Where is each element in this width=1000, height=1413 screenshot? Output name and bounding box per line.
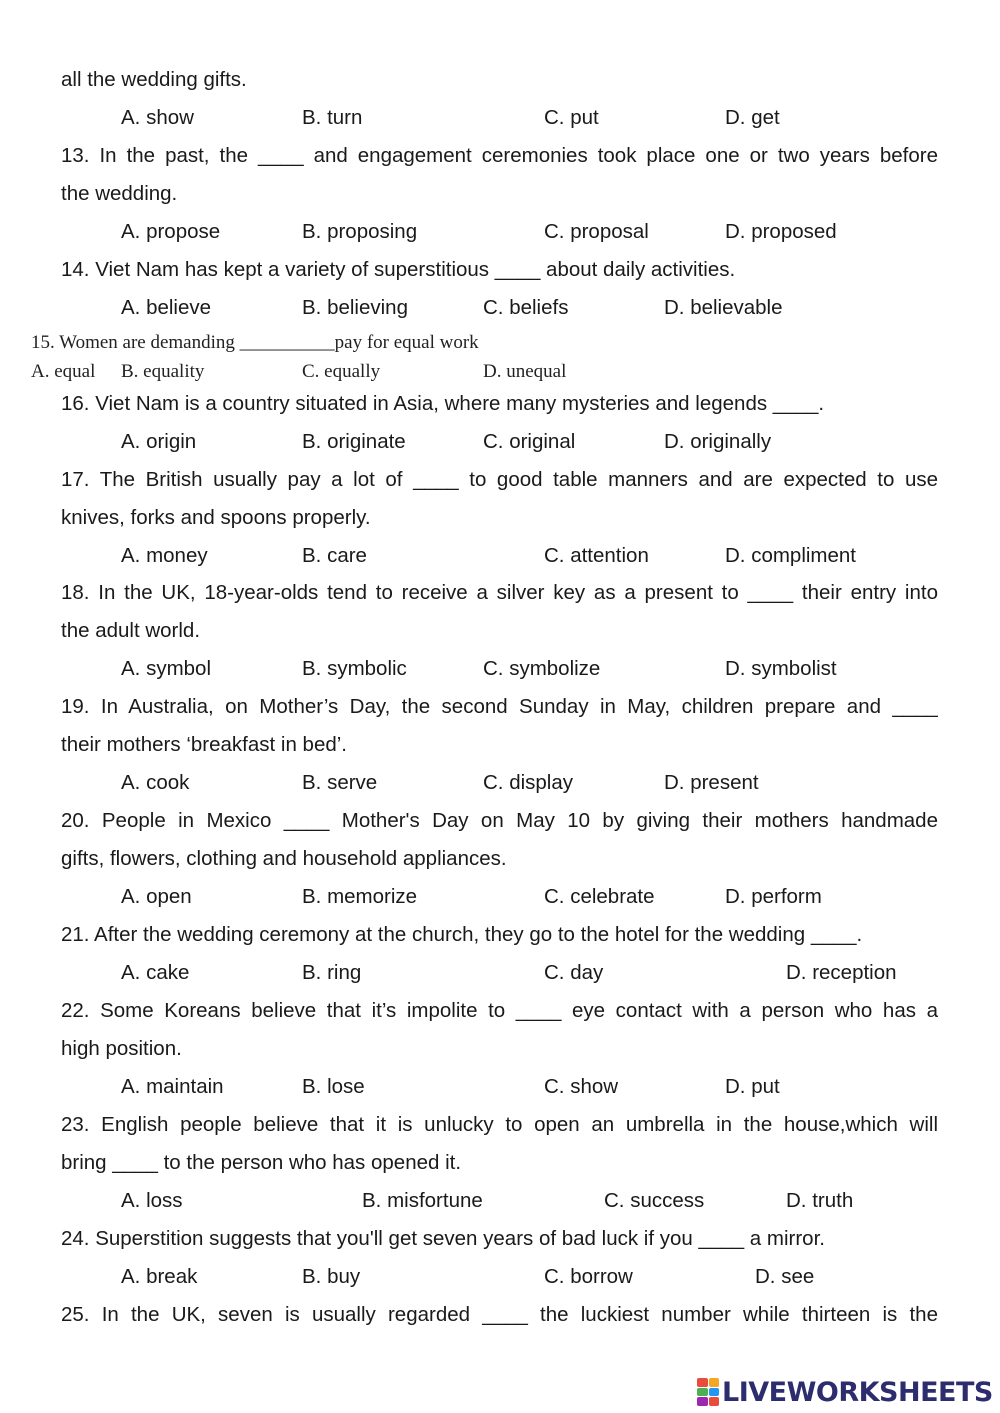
q14-option-a: A. believe: [121, 296, 212, 319]
q19-option-c: C. display: [483, 771, 574, 794]
q19-option-d: D. present: [664, 771, 759, 794]
q13-option-d: D. proposed: [725, 220, 837, 243]
q24-option-b: B. buy: [302, 1265, 361, 1288]
q19-text-line1: 19. In Australia, on Mother’s Day, the second Sunday in May, children prepare and ____: [61, 695, 938, 718]
q19-text-line2: their mothers ‘breakfast in bed’.: [61, 733, 347, 756]
liveworksheets-logo-text: LIVEWORKSHEETS: [722, 1376, 993, 1408]
q14-option-c: C. beliefs: [483, 296, 569, 319]
q14-option-b: B. believing: [302, 296, 408, 319]
logo-square-6: [709, 1397, 720, 1406]
q22-option-c: C. show: [544, 1075, 619, 1098]
q19-option-a: A. cook: [121, 771, 190, 794]
q17-option-d: D. compliment: [725, 544, 857, 567]
q24-text: 24. Superstition suggests that you'll get seven years of bad luck if you ____ a mirror.: [61, 1227, 825, 1250]
q22-text-line1: 22. Some Koreans believe that it’s impolite to ____ eye contact with a person who has a: [61, 999, 938, 1022]
liveworksheets-logo: [697, 1374, 993, 1410]
q15-option-b: B. equality: [121, 361, 205, 382]
q15-option-d: D. unequal: [483, 361, 567, 382]
q17-text-line2: knives, forks and spoons properly.: [61, 506, 371, 529]
q13-option-c: C. proposal: [544, 220, 649, 243]
q12-option-b: B. turn: [302, 106, 363, 129]
q18-option-b: B. symbolic: [302, 657, 407, 680]
logo-square-2: [709, 1378, 720, 1387]
q18-option-d: D. symbolist: [725, 657, 837, 680]
q12-option-d: D. get: [725, 106, 780, 129]
q14-option-d: D. believable: [664, 296, 783, 319]
q16-option-c: C. original: [483, 430, 576, 453]
q24-option-a: A. break: [121, 1265, 198, 1288]
q21-option-c: C. day: [544, 961, 604, 984]
q23-text-line1: 23. English people believe that it is unlucky to open an umbrella in the house,which will: [61, 1113, 938, 1136]
q20-text-line1: 20. People in Mexico ____ Mother's Day on May 10 by giving their mothers handmade: [61, 809, 938, 832]
q22-text-line2: high position.: [61, 1037, 182, 1060]
logo-square-3: [697, 1388, 708, 1397]
q17-option-b: B. care: [302, 544, 367, 567]
q21-option-d: D. reception: [786, 961, 897, 984]
q18-text-line2: the adult world.: [61, 619, 201, 642]
q15-option-a: A. equal: [31, 361, 96, 382]
q16-option-a: A. origin: [121, 430, 197, 453]
q18-option-a: A. symbol: [121, 657, 211, 680]
logo-square-5: [697, 1397, 708, 1406]
q23-option-d: D. truth: [786, 1189, 854, 1212]
q22-option-d: D. put: [725, 1075, 780, 1098]
q19-option-b: B. serve: [302, 771, 378, 794]
liveworksheets-logo-icon: [697, 1378, 719, 1406]
q24-option-d: D. see: [755, 1265, 815, 1288]
q12-text: all the wedding gifts.: [61, 68, 247, 91]
q25-text-line1: 25. In the UK, seven is usually regarded ____ the luckiest number while thirteen is the: [61, 1303, 938, 1326]
q15-option-c: C. equally: [302, 361, 381, 382]
q13-text-line2: the wedding.: [61, 182, 178, 205]
q15-text: 15. Women are demanding __________pay for equal work: [31, 332, 479, 353]
q24-option-c: C. borrow: [544, 1265, 633, 1288]
q18-text-line1: 18. In the UK, 18-year-olds tend to receive a silver key as a present to ____ their entry into: [61, 581, 938, 604]
q17-option-c: C. attention: [544, 544, 649, 567]
q16-text: 16. Viet Nam is a country situated in Asia, where many mysteries and legends ____.: [61, 392, 825, 415]
q23-option-b: B. misfortune: [362, 1189, 483, 1212]
q13-text-line1: 13. In the past, the ____ and engagement ceremonies took place one or two years before: [61, 144, 938, 167]
q13-option-a: A. propose: [121, 220, 221, 243]
q20-option-d: D. perform: [725, 885, 822, 908]
logo-square-1: [697, 1378, 708, 1387]
q14-text: 14. Viet Nam has kept a variety of superstitious ____ about daily activities.: [61, 258, 736, 281]
q20-option-c: C. celebrate: [544, 885, 655, 908]
q17-text-line1: 17. The British usually pay a lot of ____ to good table manners and are expected to use: [61, 468, 938, 491]
q16-option-d: D. originally: [664, 430, 772, 453]
q22-option-a: A. maintain: [121, 1075, 224, 1098]
q21-option-b: B. ring: [302, 961, 362, 984]
q13-option-b: B. proposing: [302, 220, 418, 243]
q12-option-c: C. put: [544, 106, 599, 129]
q16-option-b: B. originate: [302, 430, 406, 453]
logo-square-4: [709, 1388, 720, 1397]
q12-option-a: A. show: [121, 106, 194, 129]
q18-option-c: C. symbolize: [483, 657, 601, 680]
q23-option-a: A. loss: [121, 1189, 183, 1212]
q21-option-a: A. cake: [121, 961, 190, 984]
q23-text-line2: bring ____ to the person who has opened it.: [61, 1151, 462, 1174]
q20-option-a: A. open: [121, 885, 192, 908]
q20-option-b: B. memorize: [302, 885, 418, 908]
q23-option-c: C. success: [604, 1189, 705, 1212]
q22-option-b: B. lose: [302, 1075, 365, 1098]
q20-text-line2: gifts, flowers, clothing and household appliances.: [61, 847, 507, 870]
q17-option-a: A. money: [121, 544, 208, 567]
q21-text: 21. After the wedding ceremony at the church, they go to the hotel for the wedding ____.: [61, 923, 863, 946]
